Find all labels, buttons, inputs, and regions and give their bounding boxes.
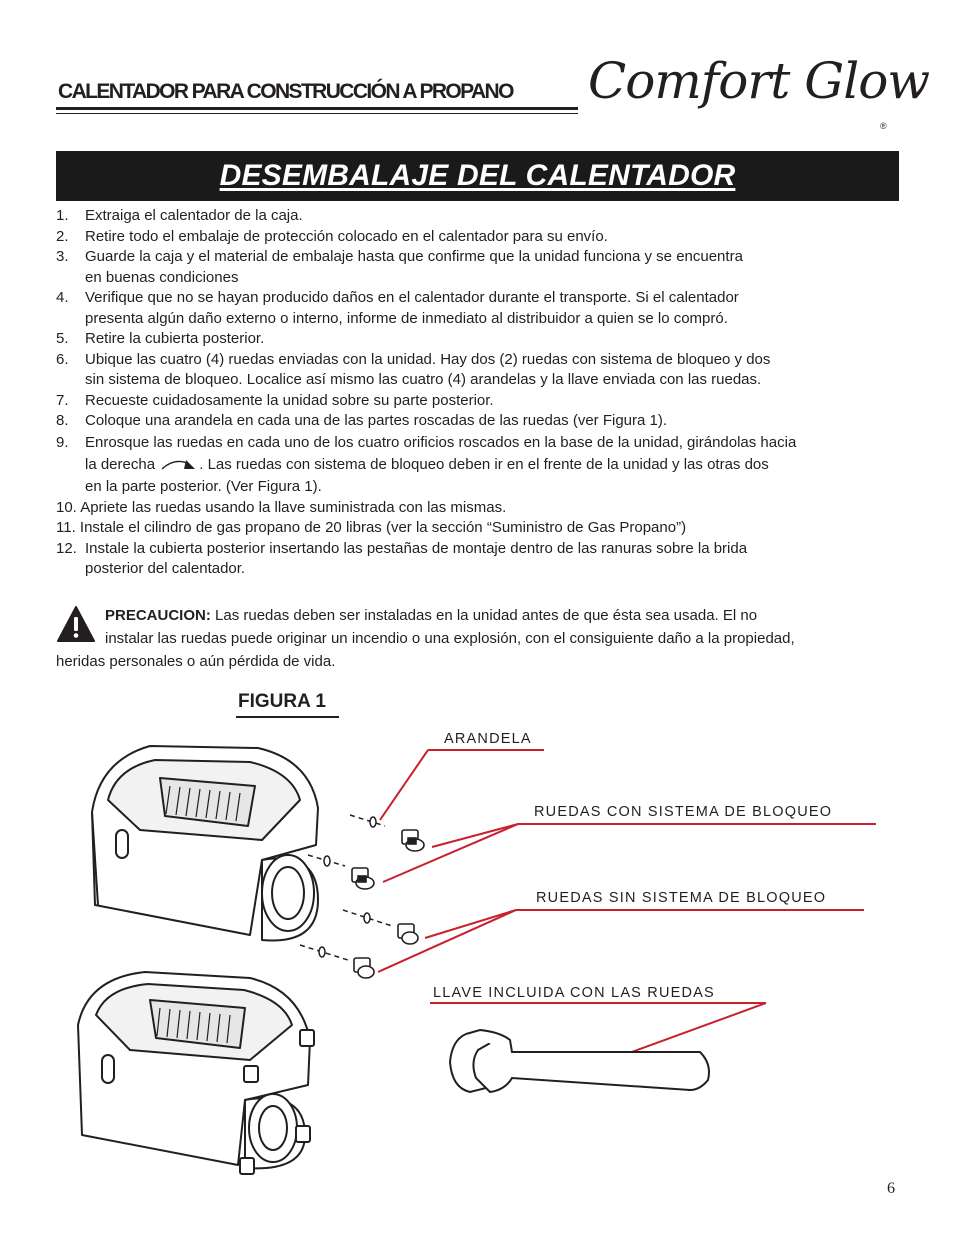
callout-lines	[378, 750, 876, 1068]
caution-label: PRECAUCION:	[105, 607, 211, 624]
registered-mark: ®	[880, 121, 887, 131]
step-item: 9. Enrosque las ruedas en cada uno de los cuatro orificios roscados en la base de la unidad, girándolas hacia la derecha . Las ruedas con sistema de bloqueo deben ir en el frente de la unidad y las otras dos en la parte posterior. (Ver Figura 1).	[56, 433, 797, 495]
caster-locking	[352, 868, 374, 889]
step-item: 3. Guarde la caja y el material de embalaje hasta que confirme que la unidad funciona y se encuentra en buenas condiciones	[56, 248, 743, 286]
step-item: 11. Instale el cilindro de gas propano de 20 libras (ver la sección “Suministro de Gas Propano”)	[56, 519, 687, 536]
caster-locking	[402, 830, 424, 851]
caster-nonlocking	[354, 958, 374, 978]
heater-lower	[78, 972, 314, 1174]
caster-nonlocking	[398, 924, 418, 944]
heater-upper	[92, 746, 318, 941]
step-item: 8. Coloque una arandela en cada una de las partes roscadas de las ruedas (ver Figura 1).	[56, 412, 668, 429]
step-item: 5. Retire la cubierta posterior.	[56, 330, 265, 347]
step-item: 1. Extraiga el calentador de la caja.	[56, 207, 303, 224]
page-number: 6	[887, 1180, 895, 1197]
step-item: 4. Verifique que no se hayan producido daños en el calentador durante el transporte. Si el calentador presenta algún daño externo o interno, informe de inmediato al distribuidor a quien se lo compró.	[56, 289, 739, 327]
step-item: 12. Instale la cubierta posterior insertando las pestañas de montaje dentro de las ranuras sobre la brida posterior del calentador.	[56, 539, 748, 577]
callout-nonlocking-casters: RUEDAS SIN SISTEMA DE BLOQUEO	[536, 890, 827, 906]
section-title: DESEMBALAJE DEL CALENTADOR	[219, 159, 736, 192]
brand-logo: Comfort Glow	[588, 52, 930, 110]
callout-locking-casters: RUEDAS CON SISTEMA DE BLOQUEO	[534, 804, 833, 820]
step-item: 6. Ubique las cuatro (4) ruedas enviadas con la unidad. Hay dos (2) ruedas con sistema de bloqueo y dos sin sistema de bloqueo. Localice así mismo las cuatro (4) arandelas y la llave enviada con las ruedas.	[56, 350, 771, 388]
caution-notice: PRECAUCION: Las ruedas deben ser instaladas en la unidad antes de que ésta sea usada. El no instalar las ruedas puede originar un incendio o una explosión, con el consiguiente daño a la propiedad, heridas personales o aún pérdida de vida.	[56, 607, 795, 670]
callout-washer: ARANDELA	[444, 731, 532, 747]
step-item: 7. Recueste cuidadosamente la unidad sobre su parte posterior.	[56, 391, 494, 409]
document-header-title: CALENTADOR PARA CONSTRUCCIÓN A PROPANO	[58, 80, 513, 103]
wrench	[450, 1030, 709, 1092]
step-item: 2. Retire todo el embalaje de protección colocado en el calentador para su envío.	[56, 227, 608, 245]
step-item: 10. Apriete las ruedas usando la llave suministrada con las mismas.	[56, 498, 507, 516]
callout-wrench: LLAVE INCLUIDA CON LAS RUEDAS	[433, 985, 715, 1001]
figure-title: FIGURA 1	[238, 691, 326, 712]
